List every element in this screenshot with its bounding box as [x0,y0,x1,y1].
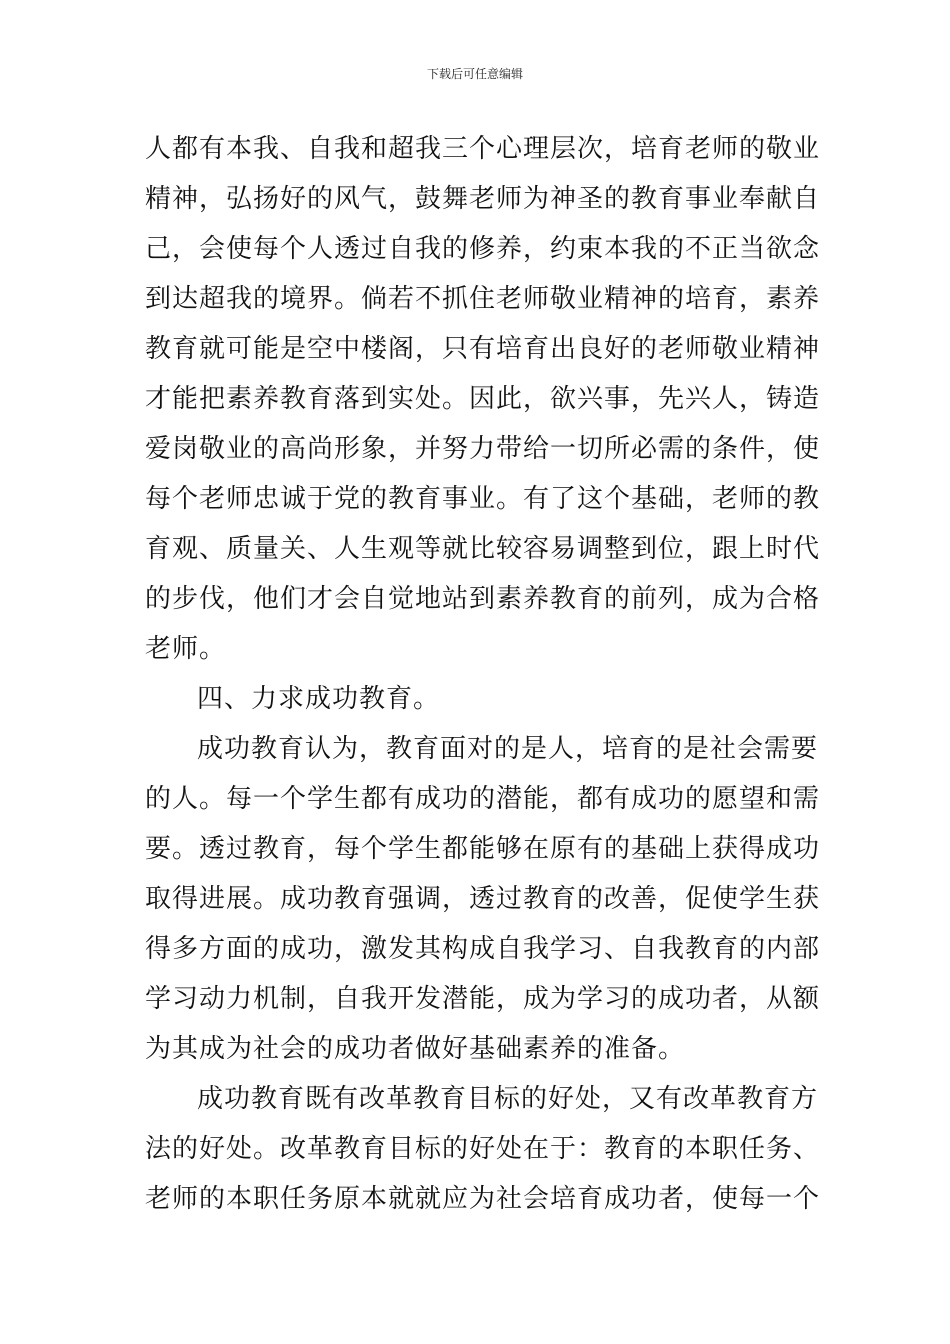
text-line: 法的好处。改革教育目标的好处在于：教育的本职任务、 [145,1134,821,1164]
text-line: 精神，弘扬好的风气，鼓舞老师为神圣的教育事业奉献自 [145,184,821,214]
text-line: 到达超我的境界。倘若不抓住老师敬业精神的培育，素养 [145,284,821,314]
text-line: 才能把素养教育落到实处。因此，欲兴事，先兴人，铸造 [145,384,821,414]
text-line: 取得进展。成功教育强调，透过教育的改善，促使学生获 [145,884,821,914]
paragraph-start: 成功教育认为，教育面对的是人，培育的是社会需要 [197,734,819,764]
text-line: 为其成为社会的成功者做好基础素养的准备。 [145,1034,686,1064]
text-line: 要。透过教育，每个学生都能够在原有的基础上获得成功 [145,834,821,864]
text-line: 育观、质量关、人生观等就比较容易调整到位，跟上时代 [145,534,821,564]
text-line: 己，会使每个人透过自我的修养，约束本我的不正当欲念 [145,234,821,264]
page-header: 下载后可任意编辑 [426,67,523,81]
text-line: 学习动力机制，自我开发潜能，成为学习的成功者，从额 [145,984,821,1014]
text-line: 得多方面的成功，激发其构成自我学习、自我教育的内部 [145,934,821,964]
document-body [145,124,821,1224]
text-line: 教育就可能是空中楼阁，只有培育出良好的老师敬业精神 [145,334,821,364]
paragraph-start: 成功教育既有改革教育目标的好处，又有改革教育方 [197,1084,819,1114]
text-line: 的人。每一个学生都有成功的潜能，都有成功的愿望和需 [145,784,821,814]
text-line: 爱岗敬业的高尚形象，并努力带给一切所必需的条件，使 [145,434,821,464]
text-line: 每个老师忠诚于党的教育事业。有了这个基础，老师的教 [145,484,821,514]
section-heading: 四、力求成功教育。 [197,684,441,714]
text-line: 的步伐，他们才会自觉地站到素养教育的前列，成为合格 [145,584,821,614]
text-line: 老师的本职任务原本就就应为社会培育成功者，使每一个 [145,1184,821,1214]
text-line: 人都有本我、自我和超我三个心理层次，培育老师的敬业 [145,134,821,164]
text-line: 老师。 [145,634,227,664]
